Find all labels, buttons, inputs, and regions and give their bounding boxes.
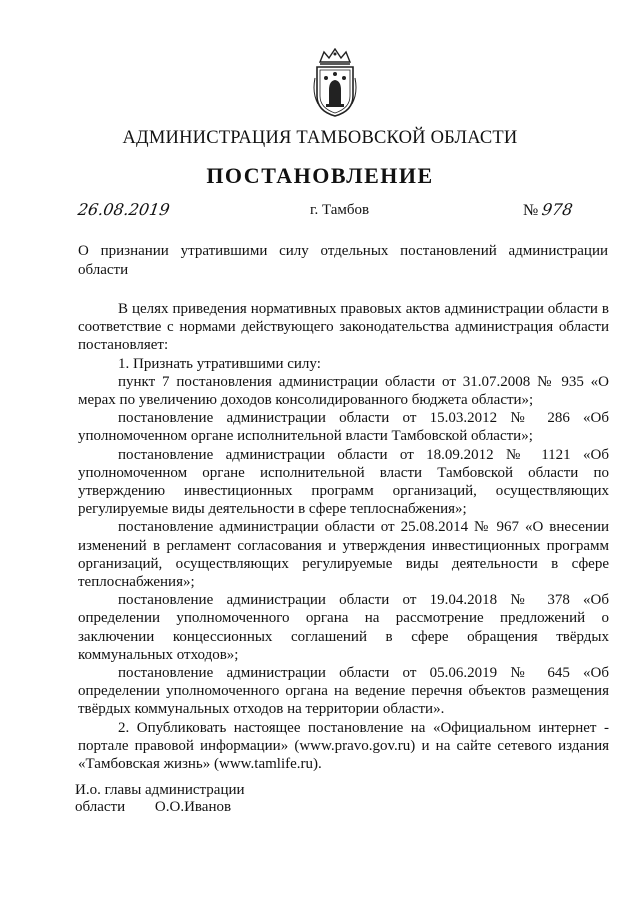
document-subject: О признании утратившими силу отдельных постановлений администрации области	[78, 243, 608, 278]
document-meta-row	[0, 200, 640, 224]
document-body	[78, 300, 609, 773]
signatory-title: И.о. главы администрации	[75, 782, 245, 798]
signatory-name: О.О.Иванов	[154, 799, 232, 815]
signatory-title-line2	[75, 799, 245, 816]
signature-block	[75, 782, 245, 816]
document-city: г. Тамбов	[310, 202, 370, 218]
body-paragraph: 2. Опубликовать настоящее постановление на «Официальном интернет - портале правовой информации» (www.pravo.gov.ru) и на сайте сетевого издания «Тамбовская жизнь» (www.tamlife.ru).	[78, 719, 609, 773]
body-paragraph: постановление администрации области от 15.03.2012 № 286 «Об уполномоченном органе исполнительной власти Тамбовской области»;	[78, 410, 609, 445]
document-number	[523, 200, 573, 220]
body-paragraph: постановление администрации области от 25.08.2014 № 967 «О внесении изменений в регламент согласования и утверждения инвестиционных программ организаций, осуществляющих регулируемые виды деятельности в сфере теплоснабжения»;	[78, 519, 609, 591]
document-date: 26.08.2019	[76, 200, 171, 219]
number-prefix: №	[523, 202, 539, 219]
document-type: ПОСТАНОВЛЕНИЕ	[206, 163, 434, 188]
body-paragraph: пункт 7 постановления администрации области от 31.07.2008 № 935 «О мерах по увеличению доходов консолидированного бюджета области»;	[78, 373, 609, 409]
body-paragraph: В целях приведения нормативных правовых актов администрации области в соответствие с нормами действующего законодательства администрация области постановляет:	[78, 301, 609, 354]
body-paragraph: постановление администрации области от 19.04.2018 № 378 «Об определении уполномоченного органа на рассмотрение предложений о заключении концессионных соглашений в сфере обращения твёрдых коммунальных отходов»;	[78, 592, 609, 663]
coat-of-arms-icon	[312, 48, 358, 118]
signatory-region: области	[75, 799, 126, 815]
body-paragraph: 1. Признать утратившими силу:	[118, 355, 321, 372]
number-value: 978	[540, 200, 575, 219]
body-paragraph: постановление администрации области от 18.09.2012 № 1121 «Об уполномоченном органе исполнительной власти Тамбовской области по утверждению инвестиционных программ организаций, осуществляющих регулируемые виды деятельности в сфере теплоснабжения»;	[78, 446, 609, 518]
organization-name: АДМИНИСТРАЦИЯ ТАМБОВСКОЙ ОБЛАСТИ	[122, 128, 518, 148]
body-paragraph: постановление администрации области от 05.06.2019 № 645 «Об определении уполномоченного органа на ведение перечня объектов размещения твёрдых коммунальных отходов на территории области».	[78, 665, 609, 718]
